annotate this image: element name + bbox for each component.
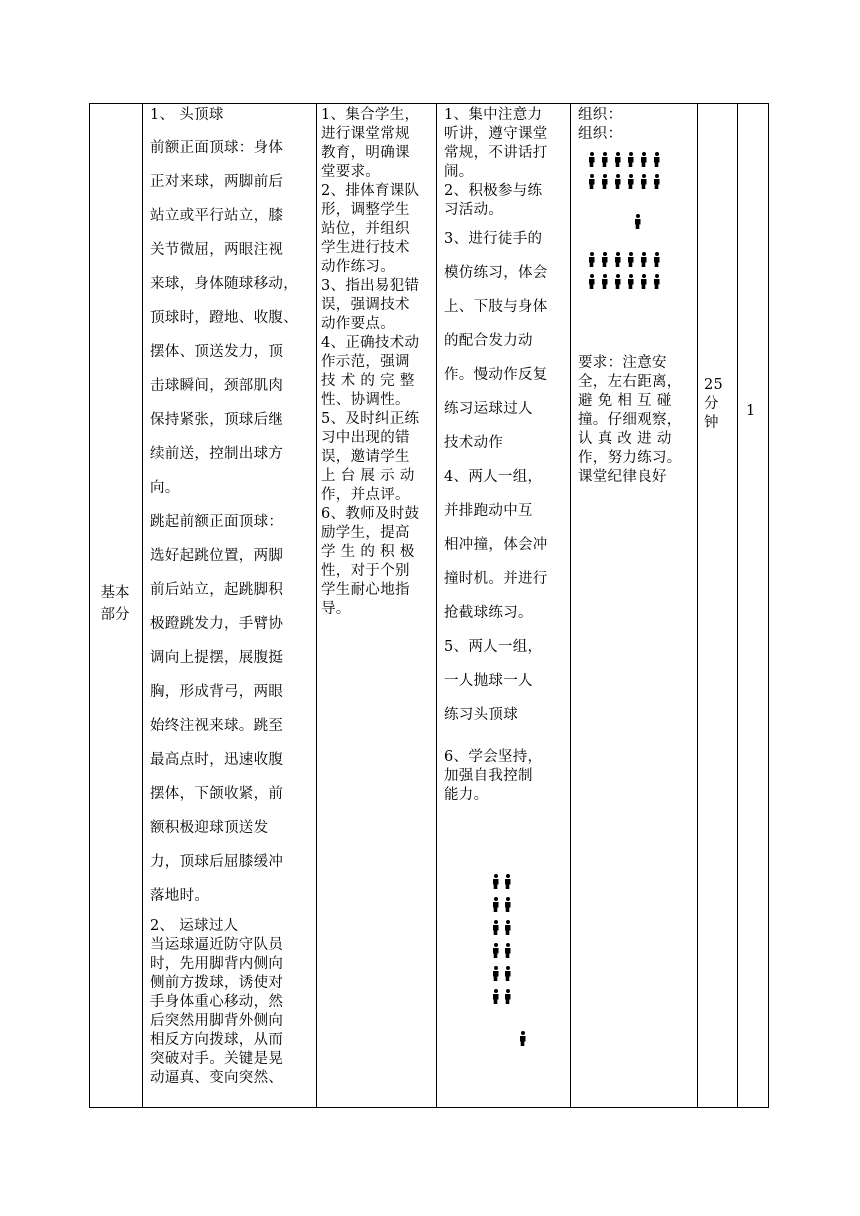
person-icon: [492, 920, 499, 935]
org-label: 组织：: [578, 126, 623, 142]
person-icon: [504, 920, 511, 935]
person-icon: [640, 274, 647, 289]
table-divider: [89, 103, 90, 1108]
person-icon: [492, 874, 499, 889]
teacher-icon: [634, 214, 641, 229]
student-part-a: 1、集中注意力 听讲，遵守课堂 常规，不讲话打 闹。 2、积极参与练 习活动。: [444, 107, 548, 218]
person-icon: [614, 152, 621, 167]
item1-title: 1、 头顶球: [150, 107, 224, 123]
column-formation-diagram: [492, 874, 526, 1050]
table-divider: [316, 103, 317, 1108]
person-icon: [653, 252, 660, 267]
person-icon: [588, 252, 595, 267]
person-icon: [492, 966, 499, 981]
person-icon: [627, 152, 634, 167]
person-icon: [601, 274, 608, 289]
student-activity-column: [444, 106, 568, 805]
time-column: 25 分 钟: [704, 377, 724, 431]
requirement-text: 要求：注意安 全，左右距离， 避 免 相 互 碰 撞。仔细观察， 认 真 改 进 动 作，努力练习。 课堂纪律良好: [578, 355, 682, 485]
person-icon: [601, 174, 608, 189]
person-icon: [588, 174, 595, 189]
student-part-b: 3、进行徒手的 模仿练习，体会 上、下肢与身体 的配合发力动 作。慢动作反复 练习运球过人 技术动作 4、两人一组， 并排跑动中互 相冲撞，体会冲 撞时机。并进行 抢截球练习。 5、两人一组， 一人抛球一人 练习头顶球: [444, 231, 548, 723]
item2-title: 2、 运球过人: [150, 918, 239, 934]
table-divider: [570, 103, 571, 1108]
person-icon: [504, 966, 511, 981]
person-icon: [504, 989, 511, 1004]
person-icon: [492, 897, 499, 912]
organization-column: [578, 106, 696, 144]
student-part-c: 6、学会坚持， 加强自我控制 能力。: [444, 749, 543, 803]
person-icon: [601, 252, 608, 267]
item1-body-front: 前额正面顶球：身体 正对来球，两脚前后 站立或平行站立，膝 关节微屈，两眼注视 来球，身体随球移动， 顶球时，蹬地、收腹、 摆体、顶送发力，顶 击球瞬间，颈部肌肉 保持紧张，顶球后继 续前送，控制出球方 向。: [150, 140, 298, 496]
person-icon: [614, 274, 621, 289]
person-icon: [640, 174, 647, 189]
table-divider: [697, 103, 698, 1108]
person-icon: [504, 874, 511, 889]
teacher-activity-column: 1、集合学生， 进行课堂常规 教育，明确课 堂要求。 2、排体育课队 形，调整学生 站位，并组织 学生进行技术 动作练习。 3、指出易犯错 误，强调技术 动作要点。 4、正确技术动 作示范，强调 技 术 的 完 整 性、协调性。 5、及时纠正练 习中出现的错 误，邀请学生 上 台 展 示 动 作，并点评。 6、教师及时鼓 励学生，提高 学 生 的 积 极 性，对于个别 学生耐心地指 导。: [321, 107, 420, 617]
count-column: 1: [746, 403, 756, 419]
person-icon: [627, 252, 634, 267]
table-divider: [436, 103, 437, 1108]
person-icon: [588, 274, 595, 289]
person-icon: [627, 274, 634, 289]
person-icon: [519, 1031, 526, 1046]
person-icon: [492, 989, 499, 1004]
person-icon: [588, 152, 595, 167]
content-column: [150, 106, 314, 1088]
person-icon: [504, 897, 511, 912]
person-icon: [653, 152, 660, 167]
table-divider: [737, 103, 738, 1108]
student-formation-diagram: [588, 152, 660, 292]
table-top-border: [89, 103, 769, 104]
table-divider: [142, 103, 143, 1108]
table-bottom-border: [89, 1107, 769, 1108]
person-icon: [640, 252, 647, 267]
person-icon: [627, 174, 634, 189]
table-divider: [768, 103, 769, 1108]
item2-block: 2、 运球过人 当运球逼近防守队员 时，先用脚背内侧向 侧前方拨球，诱使对 手身体重心移动，然 后突然用脚背外侧向 相反方向拨球，从而 突破对手。关键是晃 动逼真、变向突然、: [150, 917, 314, 1088]
person-icon: [614, 252, 621, 267]
person-icon: [640, 152, 647, 167]
person-icon: [614, 174, 621, 189]
item1-body-jump: 跳起前额正面顶球： 选好起跳位置，两脚 前后站立，起跳脚积 极蹬跳发力，手臂协 调向上提摆，展腹挺 胸，形成背弓，两眼 始终注视来球。跳至 最高点时，迅速收腹 摆体，下颌收紧，前 额积极迎球顶送发 力，顶球后屈膝缓冲 落地时。: [150, 514, 284, 904]
person-icon: [601, 152, 608, 167]
person-icon: [504, 943, 511, 958]
section-label: 基本 部分: [100, 585, 130, 623]
person-icon: [653, 174, 660, 189]
org-label: 组织：: [578, 107, 623, 123]
person-icon: [492, 943, 499, 958]
person-icon: [653, 274, 660, 289]
